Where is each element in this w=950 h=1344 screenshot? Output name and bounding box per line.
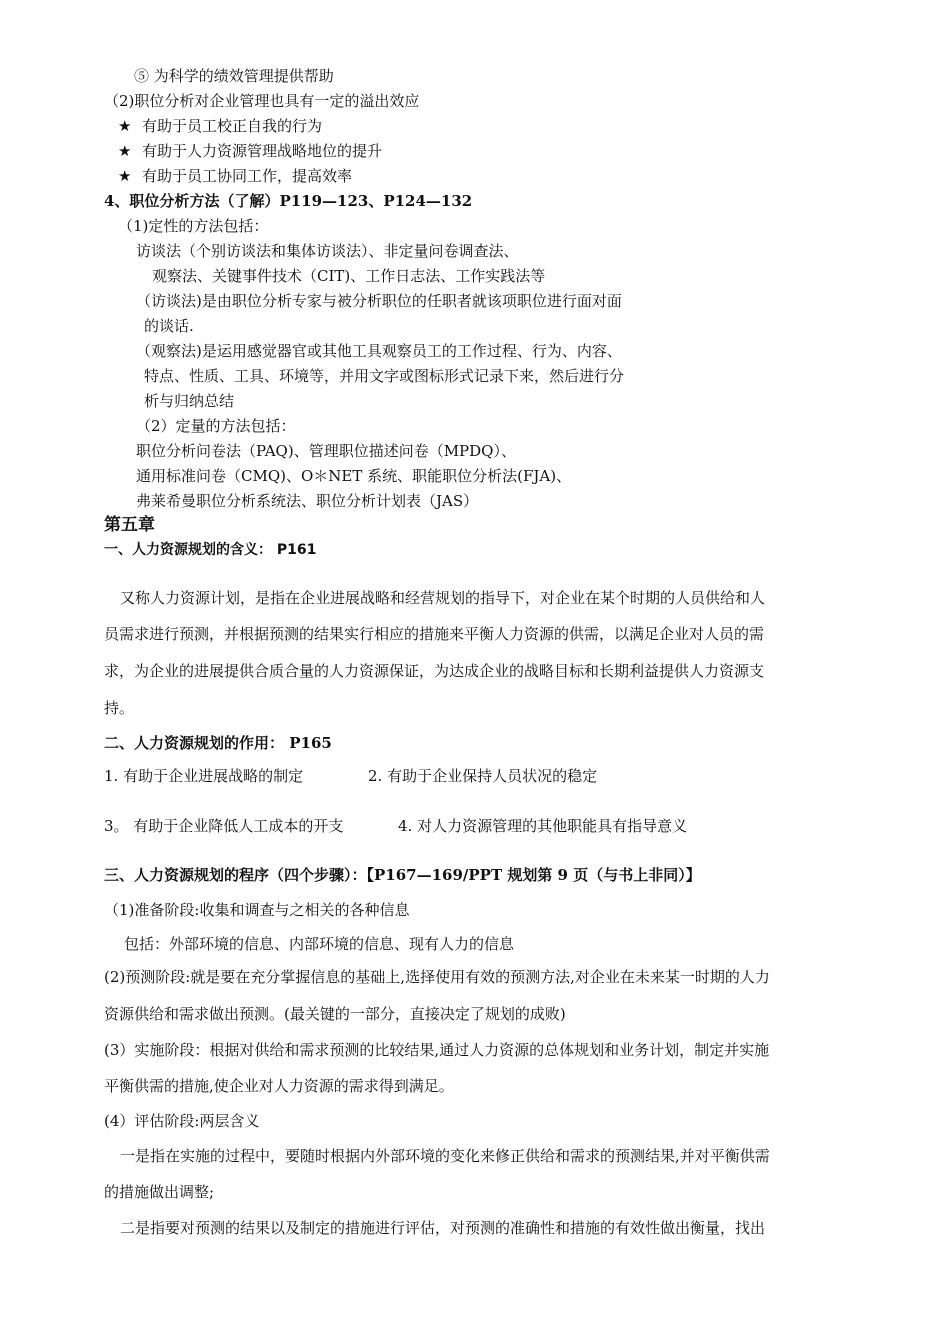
text-line: 员需求进行预测，并根据预测的结果实行相应的措施来平衡人力资源的供需，以满足企业对人员的需 xyxy=(104,625,765,643)
star-icon: ★ xyxy=(118,117,132,135)
heading-role: 二、人力资源规划的作用： P165 xyxy=(104,734,332,752)
step-item: (2)预测阶段:就是要在充分掌握信息的基础上,选择使用有效的预测方法,对企业在未来某一时期的人力 xyxy=(104,968,770,986)
section-heading-methods: 4、职位分析方法（了解）P119—123、P124—132 xyxy=(104,192,473,210)
text-line: 平衡供需的措施,使企业对人力资源的需求得到满足。 xyxy=(104,1077,454,1095)
role-item: 1. 有助于企业进展战略的制定 xyxy=(104,767,304,785)
star-item xyxy=(118,116,322,136)
text-line: 包括：外部环境的信息、内部环境的信息、现有人力的信息 xyxy=(124,935,515,953)
heading-definition: 一、人力资源规划的含义： P161 xyxy=(104,542,317,558)
text-line: 析与归纳总结 xyxy=(144,392,235,410)
text-line: 二是指要对预测的结果以及制定的措施进行评估，对预测的准确性和措施的有效性做出衡量，找出 xyxy=(120,1219,766,1237)
star-icon: ★ xyxy=(118,142,132,160)
star-item xyxy=(118,141,382,161)
star-item-text: 有助于员工校正自我的行为 xyxy=(142,117,323,135)
role-item: 2. 有助于企业保持人员状况的稳定 xyxy=(368,767,598,785)
role-item: 4. 对人力资源管理的其他职能具有指导意义 xyxy=(398,817,688,835)
paragraph-spillover: （2)职位分析对企业管理也具有一定的溢出效应 xyxy=(104,92,420,110)
text-line: 访谈法（个别访谈法和集体访谈法）、非定量问卷调查法、 xyxy=(136,242,519,260)
star-item-text: 有助于人力资源管理战略地位的提升 xyxy=(142,142,383,160)
text-line: 求，为企业的进展提供合质合量的人力资源保证，为达成企业的战略目标和长期利益提供人力资源支 xyxy=(104,662,765,680)
text-line: 一是指在实施的过程中，要随时根据内外部环境的变化来修正供给和需求的预测结果,并对平衡供需 xyxy=(120,1147,770,1165)
text-line: 通用标准问卷（CMQ)、O＊NET 系统、职能职位分析法(FJA)、 xyxy=(136,467,572,485)
star-item xyxy=(118,166,352,186)
star-icon: ★ xyxy=(118,167,132,185)
text-line: 持。 xyxy=(104,699,135,717)
text-line: （访谈法)是由职位分析专家与被分析职位的任职者就该项职位进行面对面 xyxy=(136,292,622,310)
text-line: 的谈话. xyxy=(144,317,194,335)
text-line: 资源供给和需求做出预测。(最关键的一部分，直接决定了规划的成败) xyxy=(104,1005,566,1023)
qualitative-title: （1)定性的方法包括： xyxy=(118,217,269,235)
text-line: 的措施做出调整; xyxy=(104,1183,215,1201)
text-line: （观察法)是运用感觉器官或其他工具观察员工的工作过程、行为、内容、 xyxy=(136,342,622,360)
text-line: 观察法、关键事件技术（CIT)、工作日志法、工作实践法等 xyxy=(152,267,546,285)
text-line: 弗莱希曼职位分析系统法、职位分析计划表（JAS） xyxy=(136,492,479,510)
list-item-5: ⑤ 为科学的绩效管理提供帮助 xyxy=(134,67,334,85)
text-line: 又称人力资源计划，是指在企业进展战略和经营规划的指导下，对企业在某个时期的人员供给和人 xyxy=(120,589,766,607)
quantitative-title: （2）定量的方法包括： xyxy=(136,417,296,435)
chapter-title: 第五章 xyxy=(104,515,155,535)
step-item: （1)准备阶段:收集和调查与之相关的各种信息 xyxy=(104,901,410,919)
text-line: 特点、性质、工具、环境等，并用文字或图标形式记录下来，然后进行分 xyxy=(144,367,625,385)
step-item: (3）实施阶段：根据对供给和需求预测的比较结果,通过人力资源的总体规划和业务计划，制定并实施 xyxy=(104,1041,770,1059)
heading-procedure: 三、人力资源规划的程序（四个步骤）：【P167—169/PPT 规划第 9 页（与书上非同）】 xyxy=(104,866,701,884)
star-item-text: 有助于员工协同工作，提高效率 xyxy=(142,167,353,185)
role-item: 3。 有助于企业降低人工成本的开支 xyxy=(104,817,344,835)
step-item: (4）评估阶段:两层含义 xyxy=(104,1112,260,1130)
text-line: 职位分析问卷法（PAQ)、管理职位描述问卷（MPDQ）、 xyxy=(136,442,516,460)
